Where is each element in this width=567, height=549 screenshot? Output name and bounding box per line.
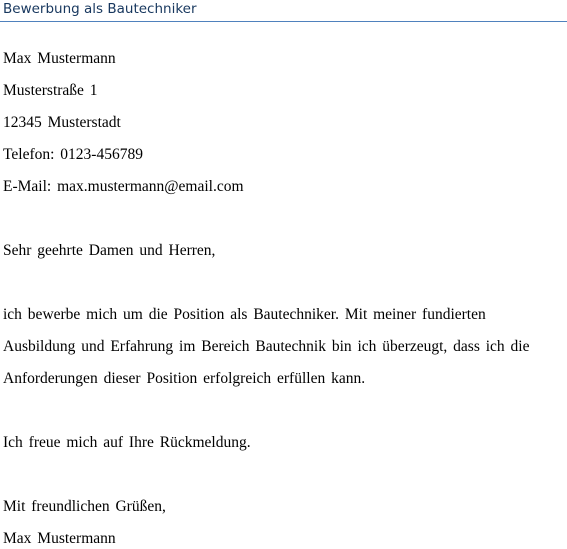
header-divider: [0, 21, 567, 22]
letter-body-line-3: Anforderungen dieser Position erfolgreich erfüllen kann.: [3, 370, 366, 387]
sender-name: Max Mustermann: [3, 50, 116, 67]
letter-body-line-1: ich bewerbe mich um die Position als Bautechniker. Mit meiner fundierten: [3, 306, 486, 323]
sender-email: E-Mail: max.mustermann@email.com: [3, 178, 244, 195]
sender-phone: Telefon: 0123-456789: [3, 146, 143, 163]
letter-closing-sentence: Ich freue mich auf Ihre Rückmeldung.: [3, 434, 251, 451]
letter-body-line-2: Ausbildung und Erfahrung im Bereich Bautechnik bin ich überzeugt, dass ich die: [3, 338, 530, 355]
letter-signature-name: Max Mustermann: [3, 530, 116, 547]
sender-city: 12345 Musterstadt: [3, 114, 121, 131]
document-header-title: Bewerbung als Bautechniker: [3, 1, 197, 17]
sender-street: Musterstraße 1: [3, 82, 98, 99]
letter-sign-off: Mit freundlichen Grüßen,: [3, 498, 166, 515]
letter-salutation: Sehr geehrte Damen und Herren,: [3, 242, 216, 259]
